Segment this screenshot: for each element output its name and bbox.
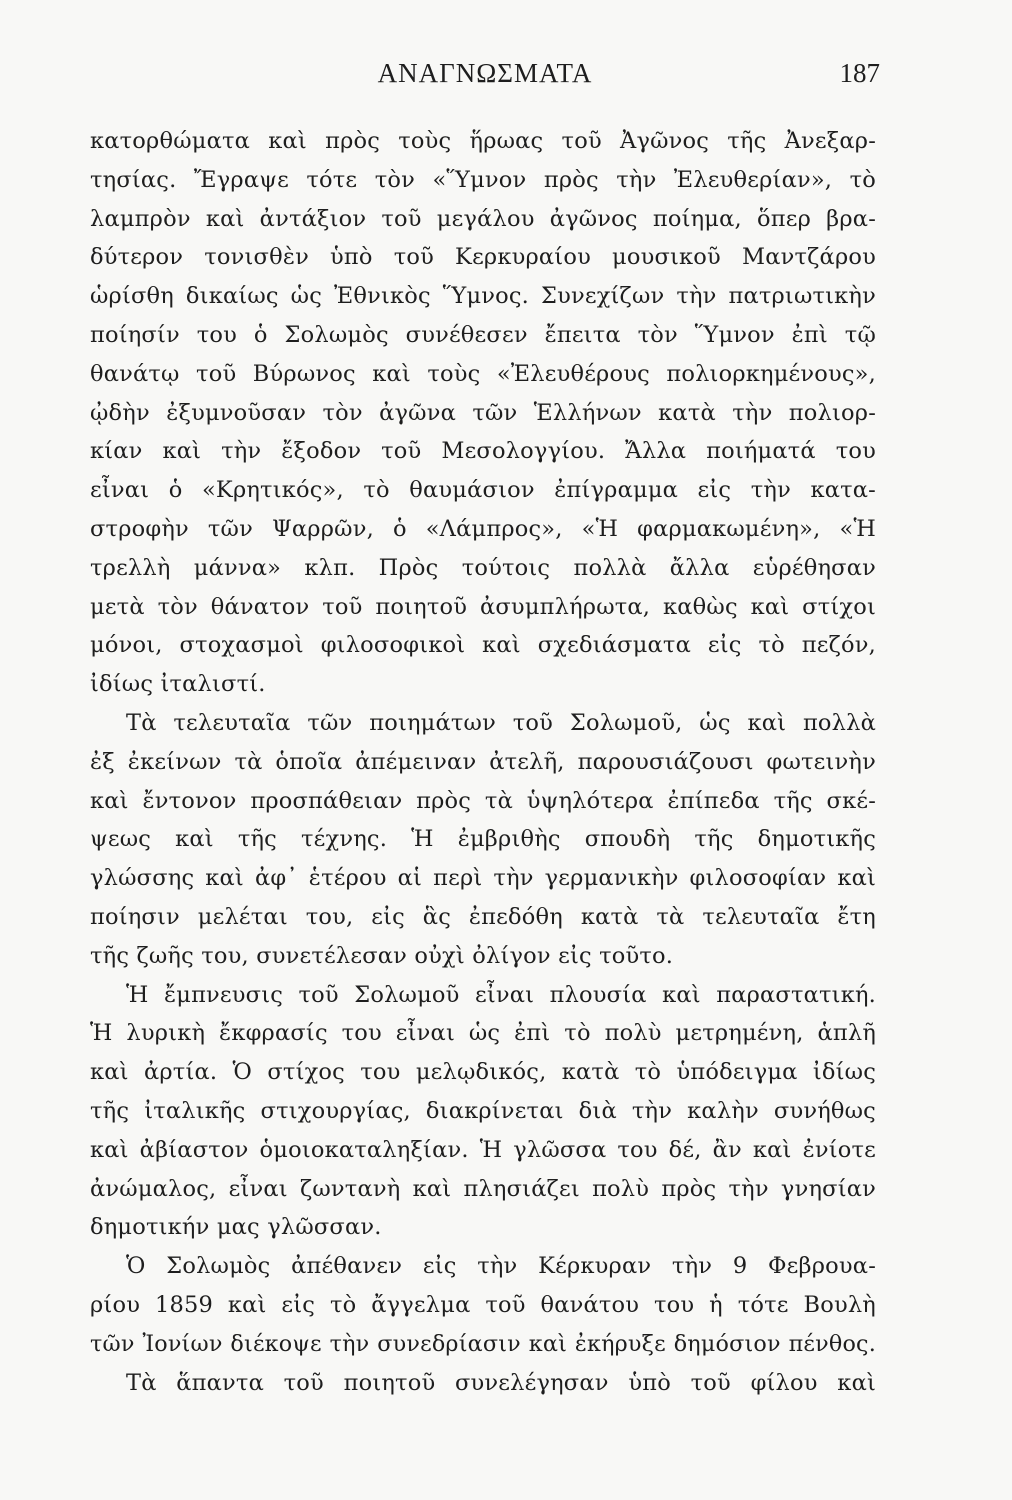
text-line: κίαν καὶ τὴν ἔξοδον τοῦ Μεσολογγίου. Ἄλλα ποιήματά του [90,438,876,465]
text-line: ὡρίσθη δικαίως ὡς Ἐθνικὸς Ὕμνος. Συνεχίζων τὴν πατριωτικὴν [90,283,876,310]
text-line: λαμπρὸν καὶ ἀντάξιον τοῦ μεγάλου ἀγῶνος ποίημα, ὅπερ βρα- [90,205,876,232]
text-line: γλώσσης καὶ ἀφ᾽ ἑτέρου αἱ περὶ τὴν γερμανικὴν φιλοσοφίαν καὶ [90,865,876,892]
text-line: ρίου 1859 καὶ εἰς τὸ ἄγγελμα τοῦ θανάτου του ἡ τότε Βουλὴ [90,1291,876,1318]
text-line: ἐξ ἐκείνων τὰ ὁποῖα ἀπέμειναν ἀτελῆ, παρουσιάζουσι φωτεινὴν [90,748,876,775]
text-line: μετὰ τὸν θάνατον τοῦ ποιητοῦ ἀσυμπλήρωτα, καθὼς καὶ στίχοι [90,593,876,620]
text-line: Ὁ Σολωμὸς ἀπέθανεν εἰς τὴν Κέρκυραν τὴν 9 Φεβρουα- [126,1253,876,1280]
page-number: 187 [839,58,880,88]
running-title: ΑΝΑΓΝΩΣΜΑΤΑ [377,58,593,88]
text-line: θανάτῳ τοῦ Βύρωνος καὶ τοὺς «Ἐλευθέρους πολιορκημένους», [90,360,876,387]
text-line: δημοτικήν μας γλῶσσαν. [90,1214,382,1241]
text-line: στροφὴν τῶν Ψαρρῶν, ὁ «Λάμπρος», «Ἡ φαρμακωμένη», «Ἡ [90,515,876,542]
text-line: τῶν Ἰονίων διέκοψε τὴν συνεδρίασιν καὶ ἐκήρυξε δημόσιον πένθος. [90,1330,876,1357]
text-line: ἀνώμαλος, εἶναι ζωντανὴ καὶ πλησιάζει πολὺ πρὸς τὴν γνησίαν [90,1175,876,1202]
text-line: καὶ ἀβίαστον ὁμοιοκαταληξίαν. Ἡ γλῶσσα του δέ, ἂν καὶ ἐνίοτε [90,1136,876,1163]
text-line: καὶ ἀρτία. Ὁ στίχος του μελῳδικός, κατὰ τὸ ὑπόδειγμα ἰδίως [90,1059,876,1086]
body-text [90,122,876,1402]
text-line: ἰδίως ἰταλιστί. [90,671,266,698]
text-line: μόνοι, στοχασμοὶ φιλοσοφικοὶ καὶ σχεδιάσματα εἰς τὸ πεζόν, [90,632,876,659]
text-line: Τὰ ἅπαντα τοῦ ποιητοῦ συνελέγησαν ὑπὸ τοῦ φίλου καὶ [126,1369,876,1396]
text-line: Τὰ τελευταῖα τῶν ποιημάτων τοῦ Σολωμοῦ, ὡς καὶ πολλὰ [126,709,876,736]
text-line: τρελλὴ μάννα» κλπ. Πρὸς τούτοις πολλὰ ἄλλα εὑρέθησαν [90,554,876,581]
text-line: τῆς ἰταλικῆς στιχουργίας, διακρίνεται διὰ τὴν καλὴν συνήθως [90,1097,876,1124]
text-line: εἶναι ὁ «Κρητικός», τὸ θαυμάσιον ἐπίγραμμα εἰς τὴν κατα- [90,477,876,504]
text-line: Ἡ λυρικὴ ἔκφρασίς του εἶναι ὡς ἐπὶ τὸ πολὺ μετρημένη, ἁπλῆ [90,1020,876,1047]
text-line: καὶ ἔντονον προσπάθειαν πρὸς τὰ ὑψηλότερα ἐπίπεδα τῆς σκέ- [90,787,876,814]
text-line: Ἡ ἔμπνευσις τοῦ Σολωμοῦ εἶναι πλουσία καὶ παραστατική. [126,981,876,1008]
text-line: δύτερον τονισθὲν ὑπὸ τοῦ Κερκυραίου μουσικοῦ Μαντζάρου [90,244,876,271]
text-line: ποίησίν του ὁ Σολωμὸς συνέθεσεν ἔπειτα τὸν Ὕμνον ἐπὶ τῷ [90,321,876,348]
text-line: ᾠδὴν ἐξυμνοῦσαν τὸν ἀγῶνα τῶν Ἑλλήνων κατὰ τὴν πολιορ- [90,399,876,426]
text-line: ποίησιν μελέται του, εἰς ἃς ἐπεδόθη κατὰ τὰ τελευταῖα ἔτη [90,903,876,930]
text-line: κατορθώματα καὶ πρὸς τοὺς ἥρωας τοῦ Ἀγῶνος τῆς Ἀνεξαρ- [90,128,876,154]
text-line: ψεως καὶ τῆς τέχνης. Ἡ ἐμβριθὴς σπουδὴ τῆς δημοτικῆς [90,826,876,853]
text-line: τῆς ζωῆς του, συνετέλεσαν οὐχὶ ὀλίγον εἰς τοῦτο. [90,942,674,969]
text-line: τησίας. Ἔγραψε τότε τὸν «Ὕμνον πρὸς τὴν Ἐλευθερίαν», τὸ [90,166,876,193]
page-header [90,58,880,98]
